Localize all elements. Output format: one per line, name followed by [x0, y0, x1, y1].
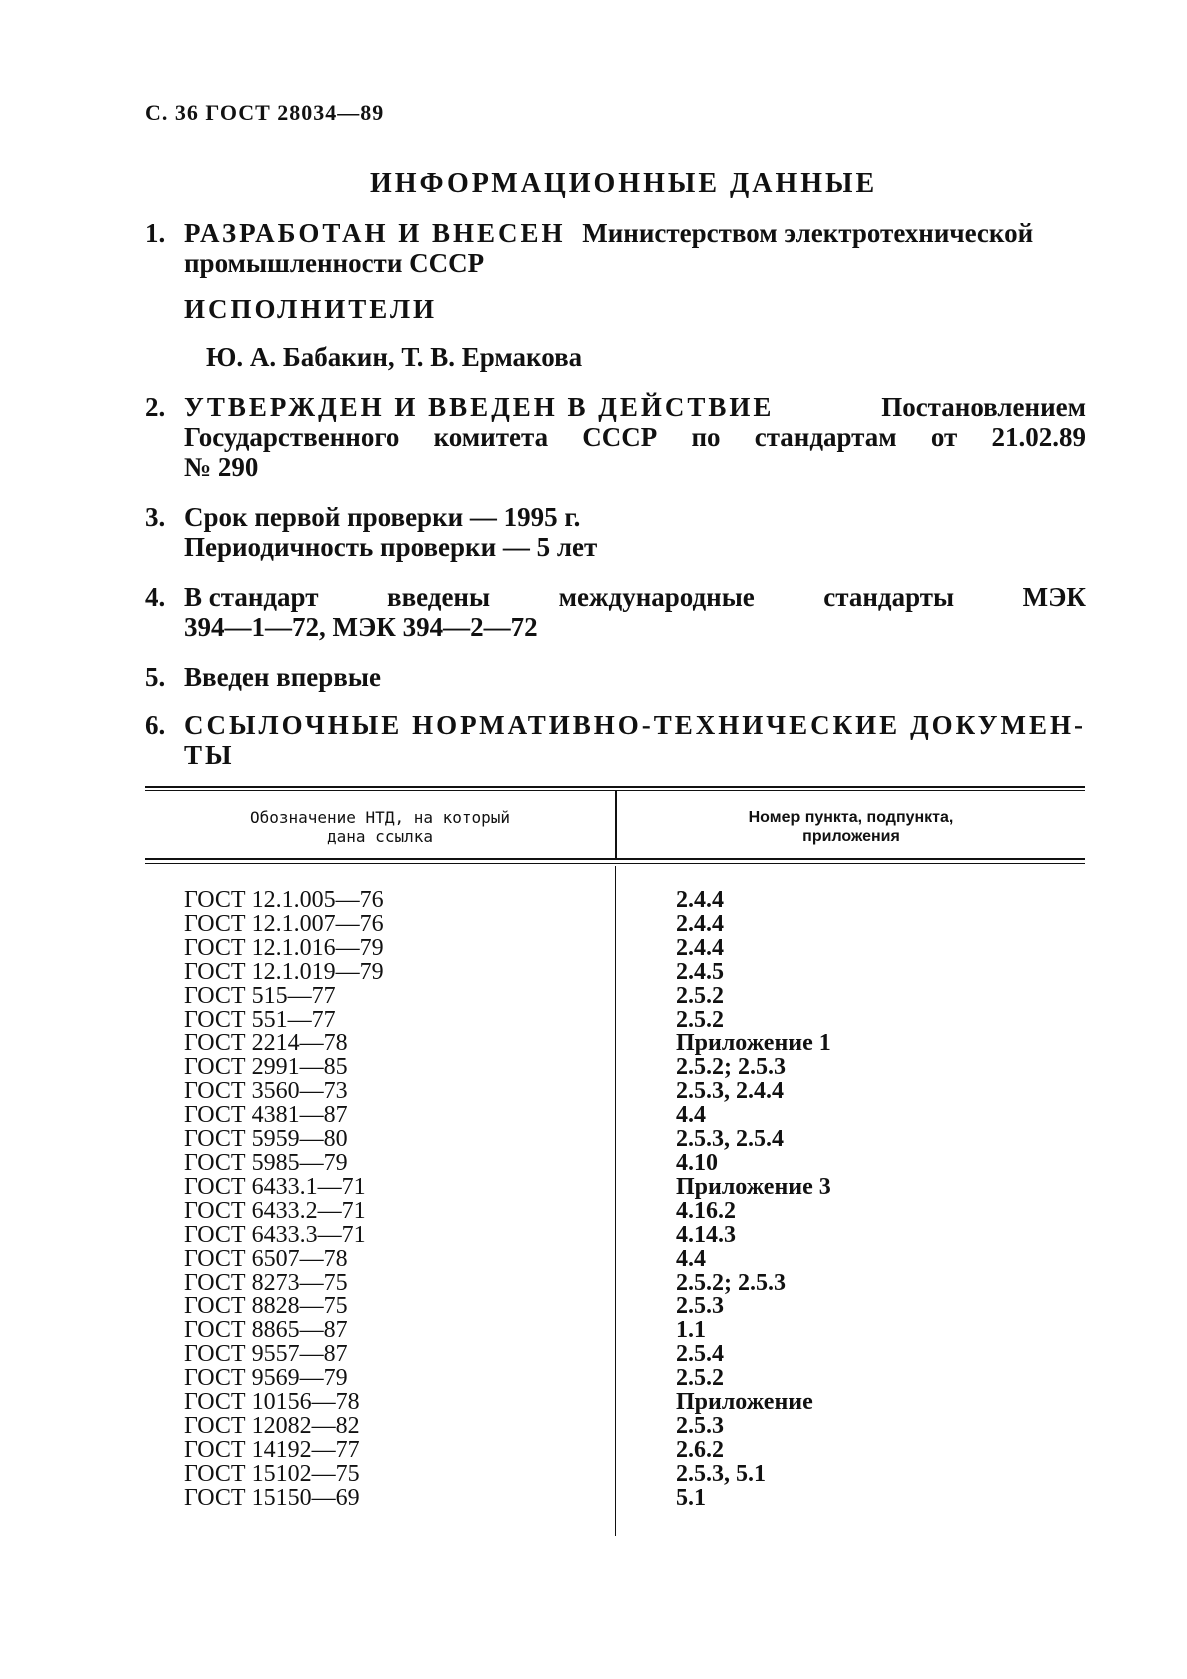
- item-5-text: Введен впервые: [184, 662, 381, 692]
- table-row-doc: ГОСТ 5985—79: [184, 1149, 348, 1176]
- table-col-refs: [676, 889, 831, 1511]
- table-row-ref: 2.4.4: [676, 910, 724, 937]
- item-2-line1: [184, 392, 1086, 423]
- table-row-doc: ГОСТ 515—77: [184, 982, 336, 1009]
- table-row-doc: ГОСТ 12.1.019—79: [184, 958, 384, 985]
- table-row-doc: ГОСТ 5959—80: [184, 1126, 348, 1153]
- page-header: С. 36 ГОСТ 28034—89: [145, 100, 385, 125]
- table-row-ref: 5.1: [676, 1484, 706, 1511]
- item-2-word: комитета: [433, 422, 549, 452]
- item-4-line2: 394—1—72, МЭК 394—2—72: [184, 612, 538, 642]
- table-header-rule-thin: [145, 863, 1085, 864]
- table-row-doc: ГОСТ 6433.2—71: [184, 1197, 366, 1224]
- item-6-line1: [184, 710, 1086, 741]
- item-2-word: от: [930, 422, 958, 452]
- item-4-word: МЭК: [1022, 582, 1086, 612]
- table-row-ref: 2.6.2: [676, 1436, 724, 1463]
- item-2-word: по: [691, 422, 721, 452]
- table-row-doc: ГОСТ 9569—79: [184, 1365, 348, 1392]
- item-5-number: 5.: [145, 662, 166, 692]
- item-2-word: Государственного: [184, 422, 400, 452]
- table-row-ref: 2.5.2; 2.5.3: [676, 1269, 786, 1296]
- table-row-doc: ГОСТ 8865—87: [184, 1317, 348, 1344]
- table-row-ref: 4.4: [676, 1245, 706, 1272]
- item-2-word: стандартам: [754, 422, 897, 452]
- table-row-ref: 2.5.3, 5.1: [676, 1460, 766, 1487]
- table-row-ref: 2.5.3: [676, 1412, 724, 1439]
- item-2-number: 2.: [145, 392, 166, 422]
- table-row-doc: ГОСТ 12082—82: [184, 1412, 360, 1439]
- table-row-doc: ГОСТ 6507—78: [184, 1245, 348, 1272]
- item-4-word: введены: [387, 582, 491, 612]
- table-row-doc: ГОСТ 15102—75: [184, 1460, 360, 1487]
- table-row-ref: 2.5.2; 2.5.3: [676, 1054, 786, 1081]
- table-row-doc: ГОСТ 15150—69: [184, 1484, 360, 1511]
- table-row-doc: ГОСТ 12.1.016—79: [184, 934, 384, 961]
- table-row-doc: ГОСТ 6433.1—71: [184, 1173, 366, 1200]
- table-row-ref: 2.5.2: [676, 1365, 724, 1392]
- item-1-text: Министерством электротехнической: [582, 218, 1034, 248]
- table-row-doc: ГОСТ 8828—75: [184, 1293, 348, 1320]
- item-1-heading: РАЗРАБОТАН И ВНЕСЕН: [184, 218, 566, 248]
- table-header-rule: [145, 858, 1085, 860]
- table-row-ref: 1.1: [676, 1317, 706, 1344]
- table-row-ref: 2.5.4: [676, 1341, 724, 1368]
- table-row-doc: ГОСТ 2991—85: [184, 1054, 348, 1081]
- table-row-ref: 4.10: [676, 1149, 718, 1176]
- item-4-line1: [184, 582, 1086, 613]
- item-4-number: 4.: [145, 582, 166, 612]
- item-2-word: 21.02.89: [991, 422, 1086, 452]
- table-row-ref: Приложение 1: [676, 1030, 831, 1057]
- table-row-doc: ГОСТ 2214—78: [184, 1030, 348, 1057]
- item-2-line3: № 290: [184, 452, 259, 482]
- item-1-number: 1.: [145, 218, 166, 248]
- table-col2-header: [617, 808, 1085, 846]
- table-row-doc: ГОСТ 8273—75: [184, 1269, 348, 1296]
- table-row-ref: 2.5.2: [676, 1006, 724, 1033]
- table-col-docs: [184, 889, 384, 1511]
- table-row-doc: ГОСТ 3560—73: [184, 1078, 348, 1105]
- item-4-word: стандарты: [823, 582, 955, 612]
- item-2-heading: УТВЕРЖДЕН И ВВЕДЕН В ДЕЙСТВИЕ: [184, 392, 775, 422]
- table-row-doc: ГОСТ 6433.3—71: [184, 1221, 366, 1248]
- item-6-number: 6.: [145, 710, 166, 740]
- table-row-ref: 4.14.3: [676, 1221, 736, 1248]
- table-row-ref: 2.5.2: [676, 982, 724, 1009]
- item-1-line2: промышленности СССР: [184, 248, 485, 278]
- table-row-ref: 2.5.3, 2.4.4: [676, 1078, 784, 1105]
- section-title: ИНФОРМАЦИОННЫЕ ДАННЫЕ: [370, 168, 878, 199]
- item-3-line1: Срок первой проверки — 1995 г.: [184, 502, 581, 532]
- item-4-word: В стандарт: [184, 582, 319, 612]
- item-4-word: международные: [558, 582, 755, 612]
- table-row-ref: 2.5.3: [676, 1293, 724, 1320]
- item-2-word: СССР: [582, 422, 658, 452]
- executors-heading: ИСПОЛНИТЕЛИ: [184, 294, 438, 324]
- table-top-rule: [145, 786, 1085, 788]
- item-2-text-end: Постановлением: [881, 392, 1086, 422]
- executors-names: Ю. А. Бабакин, Т. В. Ермакова: [206, 342, 583, 372]
- item-6-word: НОРМАТИВНО-ТЕХНИЧЕСКИЕ: [412, 710, 901, 740]
- table-body-divider: [615, 866, 616, 1536]
- table-row-ref: 2.5.3, 2.5.4: [676, 1126, 784, 1153]
- table-row-ref: 4.4: [676, 1102, 706, 1129]
- table-row-ref: 2.4.5: [676, 958, 724, 985]
- table-row-ref: Приложение 3: [676, 1173, 831, 1200]
- item-3-line2: Периодичность проверки — 5 лет: [184, 532, 598, 562]
- table-row-doc: ГОСТ 12.1.005—76: [184, 887, 384, 913]
- item-6-word: ССЫЛОЧНЫЕ: [184, 710, 403, 740]
- table-row-doc: ГОСТ 551—77: [184, 1006, 336, 1033]
- table-row-doc: ГОСТ 4381—87: [184, 1102, 348, 1129]
- table-row-ref: 4.16.2: [676, 1197, 736, 1224]
- col1-header-line2: дана ссылка: [327, 827, 433, 846]
- table-col1-header: [145, 808, 615, 846]
- table-row-ref: 2.4.4: [676, 934, 724, 961]
- item-6-word: ДОКУМЕН-: [910, 710, 1086, 740]
- col2-header-line1: Номер пункта, подпункта,: [748, 809, 954, 826]
- table-row-doc: ГОСТ 10156—78: [184, 1389, 360, 1416]
- table-row-ref: Приложение: [676, 1389, 813, 1416]
- item-6-line2: ТЫ: [184, 740, 235, 770]
- item-3-number: 3.: [145, 502, 166, 532]
- table-row-ref: 2.4.4: [676, 887, 724, 913]
- table-row-doc: ГОСТ 9557—87: [184, 1341, 348, 1368]
- col1-header-line1: Обозначение НТД, на который: [249, 808, 511, 827]
- table-row-doc: ГОСТ 14192—77: [184, 1436, 360, 1463]
- col2-header-line2: приложения: [802, 828, 900, 845]
- item-2-line2: [184, 422, 1086, 453]
- table-row-doc: ГОСТ 12.1.007—76: [184, 910, 384, 937]
- item-1-line1: [184, 218, 1033, 249]
